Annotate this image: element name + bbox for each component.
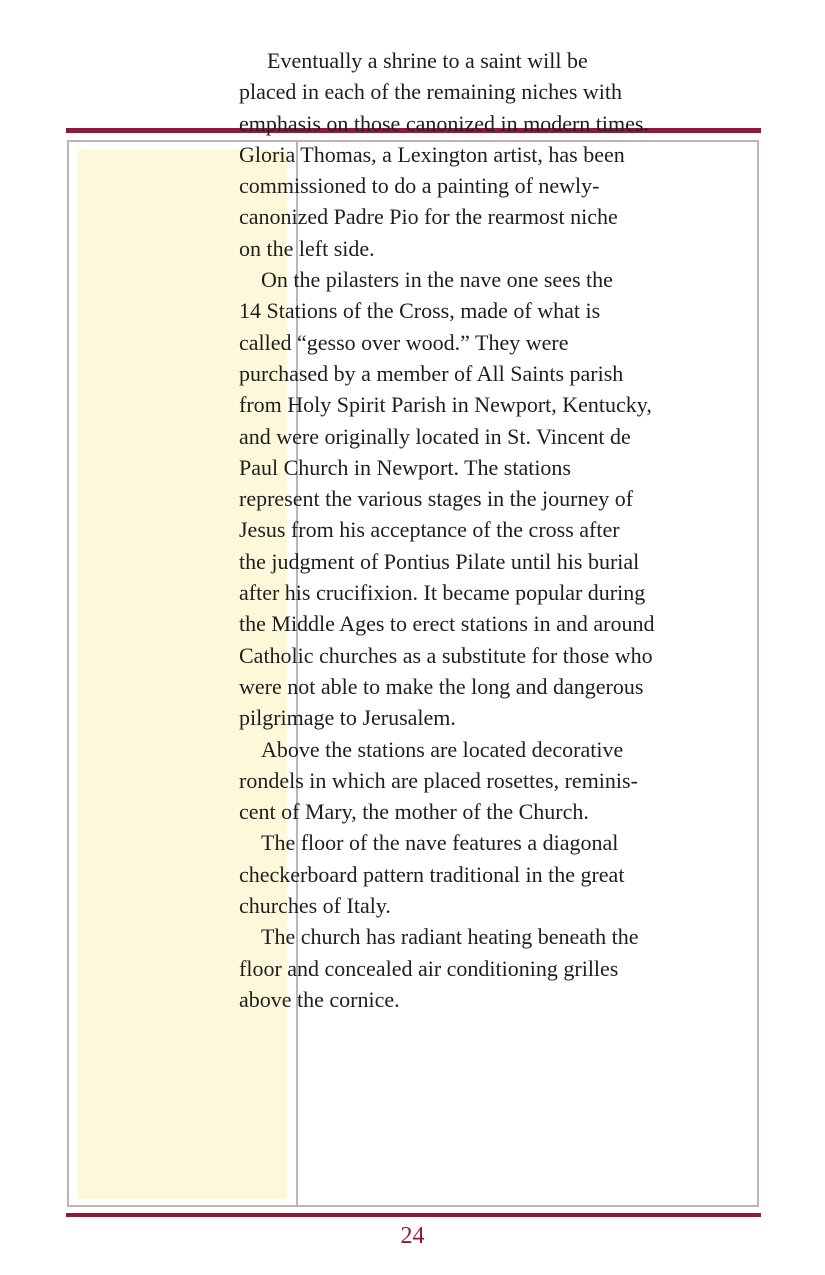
paragraph-floor: The floor of the nave features a diagonal checkerboard pattern traditional in the great churches of Italy.	[239, 830, 625, 919]
paragraph-stations: On the pilasters in the nave one sees the 14 Stations of the Cross, made of what is called “gesso over wood.” They were purchased by a member of All Saints parish from Holy Spirit Parish in Newport, Kentucky, and were originally located in St. Vincent de Paul Church in Newport. The stations represent the various stages in the journey of Jesus from his acceptance of the cross after the judgment of Pontius Pilate until his burial after his crucifixion. It became popular during the Middle Ages to erect stations in and around Catholic churches as a substitute for those who were not able to make the long and dangerous pilgrimage to Jerusalem.	[239, 267, 655, 731]
paragraph-shrines: Eventually a shrine to a saint will be placed in each of the remaining niches with emphasis on those canonized in modern times. Gloria Thomas, a Lexington artist, has been commissioned to do a painting of newly- canonized Padre Pio for the rearmost niche on the left side.	[239, 48, 649, 261]
body-text	[239, 45, 684, 1015]
page-number: 24	[400, 1223, 425, 1249]
paragraph-rondels: Above the stations are located decorative rondels in which are placed rosettes, reminis- cent of Mary, the mother of the Church.	[239, 736, 638, 825]
paragraph-heating: The church has radiant heating beneath the floor and concealed air conditioning grilles above the cornice.	[239, 924, 639, 1012]
bottom-rule	[66, 1213, 761, 1217]
